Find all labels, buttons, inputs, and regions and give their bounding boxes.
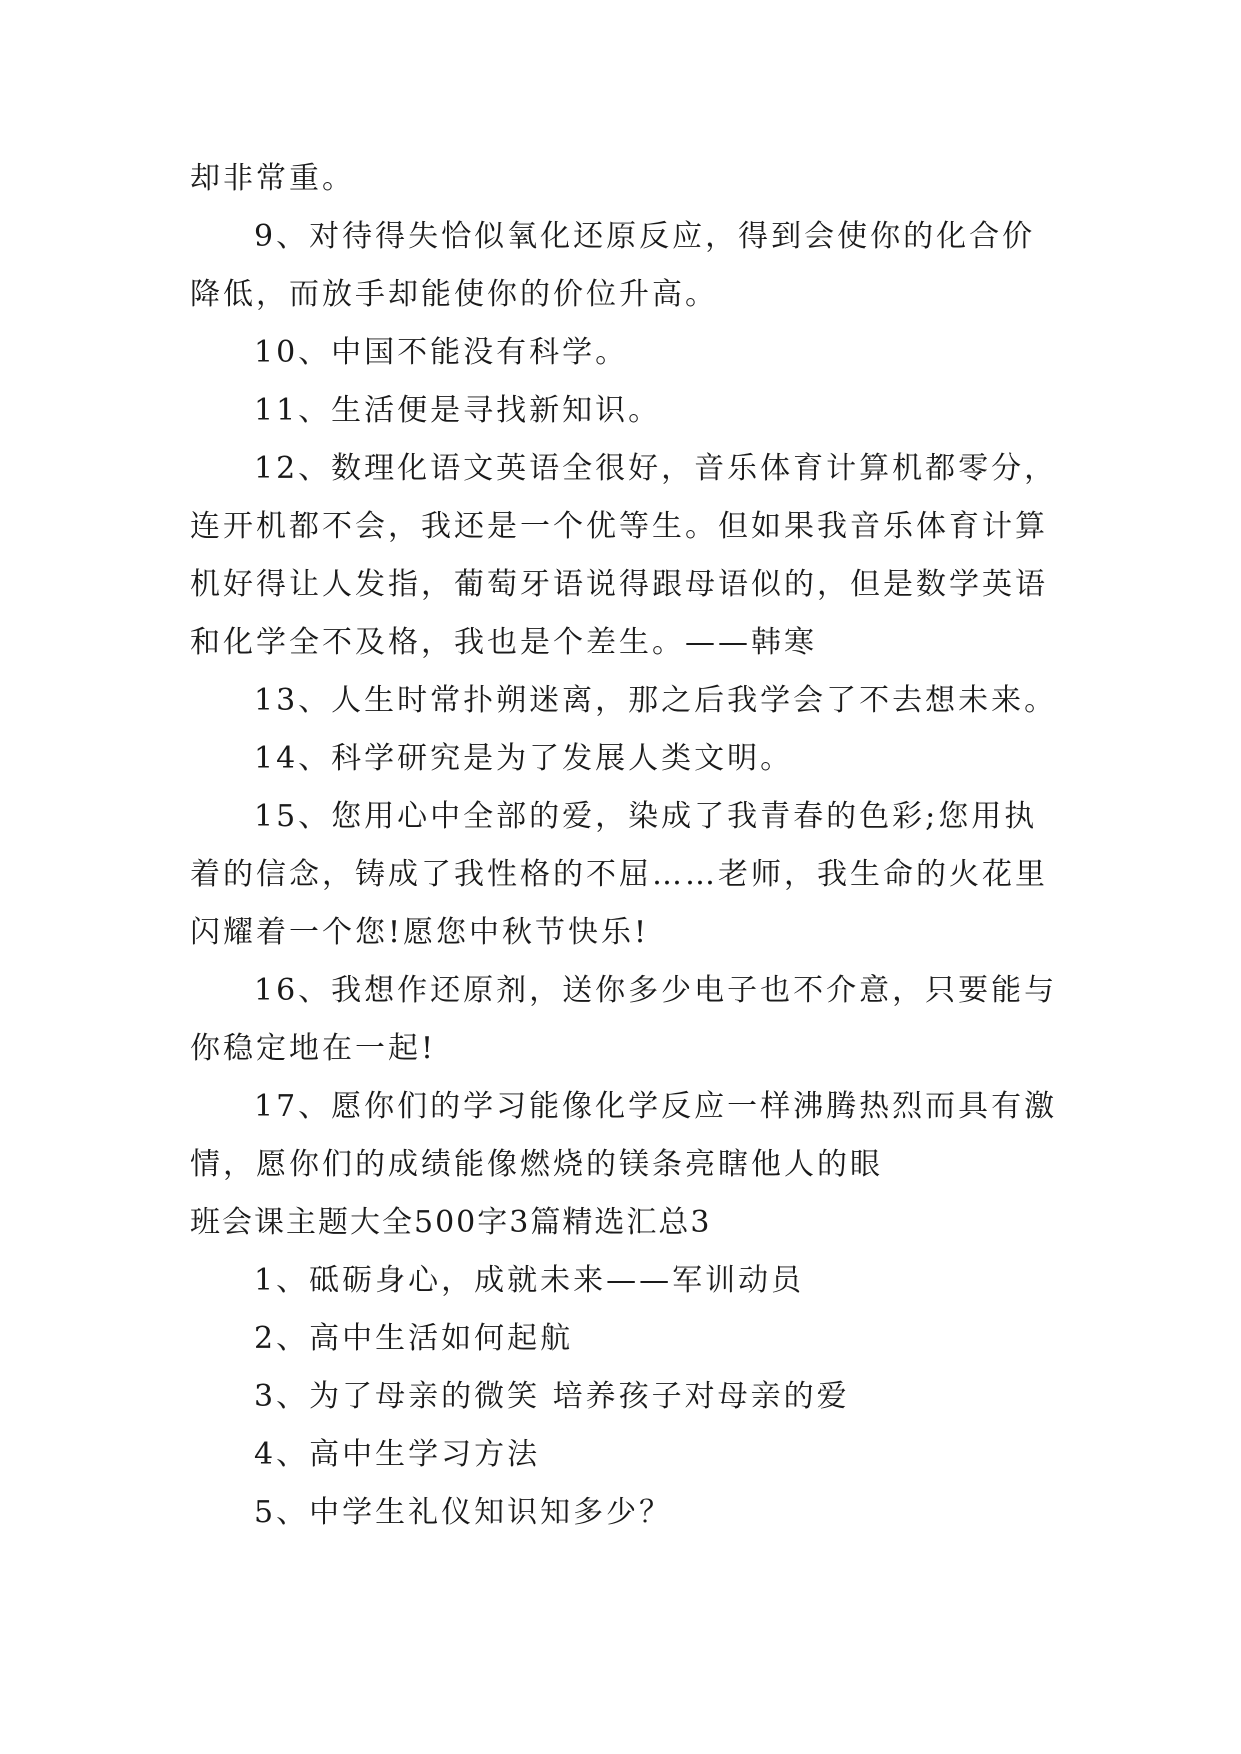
paragraph-line: 9、对待得失恰似氧化还原反应，得到会使你的化合价 [254,219,1036,254]
paragraph-line: 17、愿你们的学习能像化学反应一样沸腾热烈而具有激 [254,1089,1058,1124]
document-body [190,150,1070,1542]
topic-item: 3、为了母亲的微笑 培养孩子对母亲的爱 [254,1379,850,1414]
paragraph-line: 降低，而放手却能使你的价位升高。 [190,277,718,312]
paragraph-line: 连开机都不会，我还是一个优等生。但如果我音乐体育计算 [190,509,1048,544]
paragraph-line: 15、您用心中全部的爱，染成了我青春的色彩;您用执 [254,799,1038,834]
paragraph-line: 14、科学研究是为了发展人类文明。 [254,741,794,776]
paragraph-line: 机好得让人发指，葡萄牙语说得跟母语似的，但是数学英语 [190,567,1048,602]
paragraph-line: 10、中国不能没有科学。 [254,335,629,370]
paragraph-line: 13、人生时常扑朔迷离，那之后我学会了不去想未来。 [254,683,1058,718]
topic-item: 4、高中生学习方法 [254,1437,541,1472]
paragraph-line: 和化学全不及格，我也是个差生。——韩寒 [190,625,817,660]
paragraph-line: 11、生活便是寻找新知识。 [254,393,662,428]
paragraph-line: 着的信念，铸成了我性格的不屈……老师，我生命的火花里 [190,857,1048,892]
paragraph-line: 16、我想作还原剂，送你多少电子也不介意，只要能与 [254,973,1058,1008]
paragraph-line: 12、数理化语文英语全很好，音乐体育计算机都零分， [254,451,1058,486]
topic-item: 1、砥砺身心，成就未来——军训动员 [254,1263,805,1298]
topic-item: 5、中学生礼仪知识知多少？ [254,1495,673,1530]
section-title: 班会课主题大全500字3篇精选汇总3 [190,1205,712,1240]
paragraph-line: 情，愿你们的成绩能像燃烧的镁条亮瞎他人的眼 [190,1147,883,1182]
paragraph-line: 闪耀着一个您!愿您中秋节快乐! [190,915,650,950]
paragraph-line: 却非常重。 [190,161,355,196]
paragraph-line: 你稳定地在一起! [190,1031,437,1066]
topic-item: 2、高中生活如何起航 [254,1321,574,1356]
